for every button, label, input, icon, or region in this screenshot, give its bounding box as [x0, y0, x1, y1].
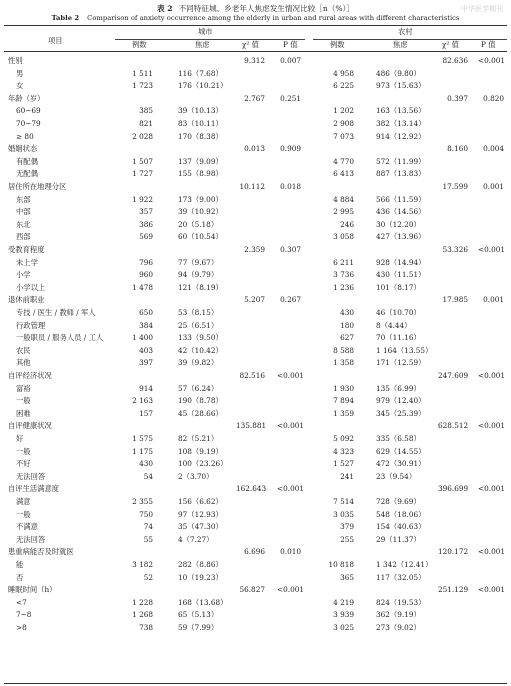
- row-label: 东部: [16, 194, 31, 204]
- rural-chi-square: 120.172: [438, 547, 469, 557]
- rural-chi-square: 251.129: [438, 585, 469, 595]
- table-row: [0, 231, 511, 243]
- urban-p-value: 0.307: [280, 245, 301, 254]
- rural-count: 6 211: [333, 257, 354, 267]
- rural-anxiety: 928（14.94）: [376, 257, 426, 267]
- rural-anxiety: 1 342（12.41）: [376, 560, 433, 569]
- rural-anxiety: 8（4.44）: [376, 320, 412, 330]
- urban-anxiety: 2（3.70）: [178, 471, 214, 481]
- urban-anxiety: 20（5.18）: [178, 219, 219, 229]
- row-label: 东北: [16, 219, 31, 229]
- rural-count: 365: [340, 572, 354, 582]
- table-group-row: [0, 420, 511, 432]
- table-title-en: Comparison of anxiety occurrence among the elderly in urban and rural areas with different characteristics: [87, 14, 460, 22]
- rural-anxiety: 436（14.56）: [376, 207, 426, 217]
- urban-p-value: 0.007: [280, 56, 301, 65]
- row-label: 患重病能否及时就医: [8, 547, 74, 557]
- urban-chi-square: 5.207: [244, 295, 265, 305]
- header-rural-anxiety: 焦虑: [393, 40, 408, 49]
- urban-count: 52: [143, 572, 153, 582]
- row-label: 退休前职业: [8, 295, 45, 305]
- urban-chi-square: 10.112: [239, 182, 265, 191]
- table-row: [0, 609, 511, 621]
- urban-count: 3 182: [132, 560, 153, 569]
- urban-anxiety: 25（6.51）: [178, 320, 219, 330]
- table-label-cn: 表 2: [157, 4, 173, 13]
- table-row: [0, 471, 511, 483]
- row-label: 否: [16, 572, 24, 582]
- rural-count: 627: [340, 333, 354, 343]
- table-row: [0, 131, 511, 143]
- header-rural-chi: χ² 值: [442, 40, 459, 49]
- header-urban-p: P 值: [283, 40, 298, 49]
- table-row: [0, 118, 511, 130]
- urban-anxiety: 57（6.24）: [178, 383, 219, 393]
- row-label: 困难: [16, 408, 31, 418]
- table-row: [0, 168, 511, 180]
- rural-count: 7 073: [333, 131, 354, 141]
- urban-count: 2 163: [132, 396, 153, 406]
- urban-count: 385: [139, 106, 153, 116]
- rural-anxiety: 135（6.99）: [376, 383, 421, 393]
- row-label: 专技 / 医生 / 教师 / 军人: [16, 308, 96, 317]
- urban-header-rule: [115, 39, 305, 40]
- table-row: [0, 496, 511, 508]
- rural-anxiety: 382（13.14）: [376, 119, 426, 128]
- rural-count: 1 236: [333, 282, 354, 292]
- urban-count: 55: [143, 534, 153, 544]
- rural-anxiety: 273（9.02）: [376, 623, 421, 632]
- rural-count: 255: [340, 534, 354, 544]
- table-row: [0, 446, 511, 458]
- urban-count: 960: [139, 270, 153, 280]
- table-row: [0, 194, 511, 206]
- row-label: 无配偶: [16, 169, 38, 179]
- table-row: [0, 332, 511, 344]
- table-title-cn: 不同特征城、乡老年人焦虑发生情况比较［n（%）］: [178, 4, 354, 13]
- rural-p-value: 0.001: [483, 182, 504, 191]
- row-label: 无法回答: [16, 534, 46, 544]
- urban-anxiety: 42（10.42）: [178, 345, 223, 355]
- rural-chi-square: 247.609: [438, 371, 469, 380]
- rural-count: 379: [340, 522, 354, 532]
- row-label: 不好: [16, 459, 31, 469]
- table-group-row: [0, 143, 511, 155]
- table-row: [0, 357, 511, 369]
- rural-chi-square: 17.599: [442, 182, 468, 191]
- urban-count: 1 268: [132, 610, 153, 620]
- rural-count: 246: [340, 219, 354, 229]
- rural-p-value: <0.001: [478, 245, 506, 254]
- rural-anxiety: 23（9.54）: [376, 471, 417, 481]
- rural-anxiety: 362（9.19）: [376, 610, 421, 620]
- rural-count: 3 025: [333, 623, 354, 632]
- table-row: [0, 345, 511, 357]
- table-row: [0, 509, 511, 521]
- urban-p-value: 0.018: [280, 182, 301, 191]
- urban-anxiety: 108（9.19）: [178, 446, 223, 456]
- rural-anxiety: 117（32.05）: [376, 572, 426, 582]
- rural-chi-square: 396.699: [438, 484, 469, 494]
- rural-anxiety: 629（14.55）: [376, 446, 426, 456]
- table-row: [0, 320, 511, 332]
- urban-anxiety: 133（9.50）: [178, 333, 223, 343]
- row-label: 7~8: [16, 610, 32, 620]
- urban-anxiety: 121（8.19）: [178, 282, 223, 292]
- rural-anxiety: 566（11.59）: [376, 194, 426, 204]
- table-row: [0, 257, 511, 269]
- rural-anxiety: 548（18.06）: [376, 509, 426, 519]
- table-row: [0, 80, 511, 92]
- urban-count: 74: [143, 522, 153, 532]
- urban-p-value: 0.010: [280, 547, 301, 557]
- table-group-row: [0, 483, 511, 495]
- header-rural-count: 例数: [330, 40, 345, 49]
- urban-anxiety: 65（5.13）: [178, 610, 219, 620]
- urban-p-value: <0.001: [277, 371, 305, 380]
- row-label: 60~69: [16, 106, 41, 116]
- urban-count: 403: [139, 345, 153, 355]
- urban-count: 2 028: [132, 131, 153, 141]
- urban-anxiety: 156（6.62）: [178, 497, 223, 506]
- urban-chi-square: 56.827: [239, 585, 265, 595]
- table-row: [0, 307, 511, 319]
- urban-anxiety: 94（9.79）: [178, 270, 219, 280]
- table-row: [0, 206, 511, 218]
- urban-count: 569: [139, 232, 153, 242]
- row-label: 其他: [16, 358, 31, 368]
- header-urban-count: 例数: [132, 40, 147, 49]
- urban-count: 397: [139, 358, 153, 368]
- urban-chi-square: 135.881: [236, 421, 267, 431]
- table-row: [0, 408, 511, 420]
- rural-chi-square: 17.985: [442, 295, 468, 305]
- table-row: [0, 521, 511, 533]
- urban-count: 796: [139, 257, 153, 267]
- rural-anxiety: 171（12.59）: [376, 358, 426, 368]
- urban-chi-square: 162.643: [236, 484, 267, 494]
- table-bottom-rule: [4, 683, 507, 684]
- rural-p-value: 0.004: [483, 144, 504, 154]
- rural-p-value: 0.820: [483, 93, 504, 103]
- table-row: [0, 433, 511, 445]
- rural-count: 180: [340, 320, 354, 330]
- urban-chi-square: 6.696: [244, 547, 265, 557]
- urban-anxiety: 170（8.38）: [178, 131, 223, 141]
- table-row: [0, 219, 511, 231]
- rural-count: 7 514: [333, 497, 354, 506]
- rural-anxiety: 979（12.40）: [376, 396, 426, 406]
- urban-count: 384: [139, 320, 153, 330]
- table-row: [0, 572, 511, 584]
- urban-count: 2 355: [132, 497, 153, 506]
- urban-anxiety: 190（8.78）: [178, 396, 223, 406]
- table-row: [0, 282, 511, 294]
- urban-anxiety: 77（9.67）: [178, 257, 219, 267]
- urban-anxiety: 39（9.82）: [178, 358, 219, 368]
- rural-anxiety: 154（40.63）: [376, 522, 426, 532]
- urban-count: 357: [139, 207, 153, 217]
- row-label: 女: [16, 81, 24, 91]
- urban-p-value: 0.267: [280, 295, 301, 305]
- row-label: 受教育程度: [8, 245, 45, 254]
- rural-p-value: <0.001: [478, 371, 506, 380]
- rural-anxiety: 46（10.70）: [376, 308, 421, 317]
- urban-anxiety: 53（8.15）: [178, 308, 219, 317]
- rural-anxiety: 887（13.83）: [376, 169, 426, 179]
- urban-p-value: <0.001: [277, 484, 305, 494]
- row-label: 农民: [16, 345, 31, 355]
- table-row: [0, 622, 511, 634]
- urban-chi-square: 2.359: [244, 245, 265, 254]
- table-group-row: [0, 294, 511, 306]
- rural-anxiety: 30（12.20）: [376, 219, 421, 229]
- rural-anxiety: 914（12.92）: [376, 131, 426, 141]
- urban-count: 1 723: [132, 81, 153, 91]
- urban-count: 54: [143, 471, 153, 481]
- row-label: 无法回答: [16, 471, 46, 481]
- urban-count: 914: [139, 383, 153, 393]
- table-group-row: [0, 55, 511, 67]
- table-group-row: [0, 244, 511, 256]
- urban-anxiety: 97（12.93）: [178, 509, 223, 519]
- rural-count: 6 413: [333, 169, 354, 179]
- rural-count: 10 818: [328, 560, 354, 569]
- table-group-row: [0, 181, 511, 193]
- urban-count: 821: [139, 119, 153, 128]
- row-label: 一般职员 / 服务人员 / 工人: [16, 333, 104, 343]
- table-group-row: [0, 546, 511, 558]
- urban-chi-square: 9.312: [244, 56, 265, 65]
- rural-chi-square: 8.160: [447, 144, 468, 154]
- table-row: [0, 458, 511, 470]
- rural-p-value: <0.001: [478, 547, 506, 557]
- urban-count: 1 922: [132, 194, 153, 204]
- header-urban: 城市: [198, 27, 213, 36]
- urban-anxiety: 35（47.30）: [178, 522, 223, 532]
- rural-anxiety: 472（30.91）: [376, 459, 426, 469]
- urban-anxiety: 10（19.23）: [178, 572, 223, 582]
- table-row: [0, 383, 511, 395]
- header-urban-chi: χ² 值: [242, 40, 259, 49]
- rural-count: 4 770: [333, 156, 354, 166]
- rural-count: 1 358: [333, 358, 354, 368]
- urban-chi-square: 2.767: [244, 93, 265, 103]
- rural-p-value: <0.001: [478, 484, 506, 494]
- row-label: 西部: [16, 232, 31, 242]
- rural-chi-square: 53.326: [442, 245, 468, 254]
- rural-anxiety: 163（13.56）: [376, 106, 426, 116]
- rural-count: 4 219: [333, 597, 354, 607]
- rural-count: 8 588: [333, 345, 354, 355]
- urban-anxiety: 59（7.99）: [178, 623, 219, 632]
- urban-anxiety: 176（10.21）: [178, 81, 228, 91]
- row-label: 年龄（岁）: [8, 93, 45, 103]
- table-row: [0, 269, 511, 281]
- urban-p-value: <0.001: [277, 421, 305, 431]
- row-label: 行政管理: [16, 320, 46, 330]
- row-label: >8: [16, 623, 27, 632]
- table-row: [0, 105, 511, 117]
- rural-anxiety: 345（25.39）: [376, 408, 426, 418]
- urban-p-value: <0.001: [277, 585, 305, 595]
- header-urban-anxiety: 焦虑: [195, 40, 210, 49]
- table-label-en: Table 2: [51, 14, 80, 22]
- table-row: [0, 68, 511, 80]
- rural-count: 3 035: [333, 509, 354, 519]
- table-row: [0, 597, 511, 609]
- row-label: 一般: [16, 509, 31, 519]
- rural-anxiety: 430（11.51）: [376, 270, 426, 280]
- row-label: 70~79: [16, 119, 41, 128]
- rural-count: 4 884: [333, 194, 354, 204]
- rural-count: 4 958: [333, 68, 354, 78]
- rural-count: 1 930: [333, 383, 354, 393]
- rural-anxiety: 824（19.53）: [376, 597, 426, 607]
- urban-count: 1 507: [132, 156, 153, 166]
- rural-count: 7 894: [333, 396, 354, 406]
- urban-count: 1 575: [132, 434, 153, 443]
- row-label: 有配偶: [16, 156, 38, 166]
- row-label: 居住所在地理分区: [8, 182, 67, 191]
- rural-p-value: 0.001: [483, 295, 504, 305]
- urban-count: 1 175: [132, 446, 153, 456]
- urban-chi-square: 0.013: [244, 144, 265, 154]
- table-caption-cn: [0, 3, 511, 14]
- urban-anxiety: 116（7.68）: [178, 68, 223, 78]
- row-label: 一般: [16, 396, 31, 406]
- urban-count: 750: [139, 509, 153, 519]
- row-label: 性别: [8, 56, 23, 65]
- row-label: 小学: [16, 270, 31, 280]
- row-label: 满意: [16, 497, 31, 506]
- row-label: 婚姻状态: [8, 144, 38, 154]
- urban-count: 157: [139, 408, 153, 418]
- row-label: 自评健康状况: [8, 421, 52, 431]
- table-row: [0, 156, 511, 168]
- rural-count: 2 995: [333, 207, 354, 217]
- row-label: 男: [16, 68, 24, 78]
- rural-count: 3 736: [333, 270, 354, 280]
- row-label: ≥ 80: [16, 131, 34, 141]
- urban-anxiety: 45（28.66）: [178, 408, 223, 418]
- row-label: 富裕: [16, 383, 31, 393]
- urban-anxiety: 39（10.92）: [178, 207, 223, 217]
- urban-anxiety: 100（23.26）: [178, 459, 228, 469]
- rural-anxiety: 728（9.69）: [376, 497, 421, 506]
- rural-count: 1 359: [333, 408, 354, 418]
- row-label: 中部: [16, 207, 31, 217]
- rural-p-value: <0.001: [478, 56, 506, 65]
- table-top-rule: [4, 25, 507, 26]
- urban-p-value: 0.909: [280, 144, 301, 154]
- rural-chi-square: 82.636: [442, 56, 468, 65]
- rural-anxiety: 1 164（13.55）: [376, 345, 433, 355]
- rural-count: 1 202: [333, 106, 354, 116]
- urban-anxiety: 82（5.21）: [178, 434, 219, 443]
- table-row: [0, 559, 511, 571]
- rural-count: 241: [340, 471, 354, 481]
- row-label: <7: [16, 597, 27, 607]
- row-label: 睡眠时间（h）: [8, 585, 57, 595]
- journal-watermark: 中华医学期刊: [461, 5, 503, 13]
- rural-anxiety: 427（13.96）: [376, 232, 426, 242]
- urban-anxiety: 39（10.13）: [178, 106, 223, 116]
- rural-count: 1 527: [333, 459, 354, 469]
- row-label: 小学以上: [16, 282, 46, 292]
- table-caption-en: [0, 14, 511, 22]
- rural-count: 5 092: [333, 434, 354, 443]
- rural-count: 6 225: [333, 81, 354, 91]
- urban-count: 386: [139, 219, 153, 229]
- header-rural-p: P 值: [481, 40, 496, 49]
- urban-count: 1 511: [132, 68, 153, 78]
- table-group-row: [0, 93, 511, 105]
- row-label: 自评经济状况: [8, 371, 52, 380]
- rural-anxiety: 486（9.80）: [376, 68, 421, 78]
- table-group-row: [0, 584, 511, 596]
- rural-p-value: <0.001: [478, 585, 506, 595]
- table-row: [0, 395, 511, 407]
- urban-count: 1 727: [132, 169, 153, 179]
- urban-anxiety: 282（8.86）: [178, 560, 223, 569]
- rural-header-rule: [313, 39, 507, 40]
- header-item: 项目: [48, 36, 63, 45]
- urban-count: 738: [139, 623, 153, 632]
- rural-count: 3 939: [333, 610, 354, 620]
- rural-anxiety: 335（6.58）: [376, 434, 421, 443]
- urban-count: 650: [139, 308, 153, 317]
- table-group-row: [0, 370, 511, 382]
- rural-p-value: <0.001: [478, 421, 506, 431]
- rural-count: 3 058: [333, 232, 354, 242]
- urban-anxiety: 155（8.98）: [178, 169, 223, 179]
- urban-count: 1 228: [132, 597, 153, 607]
- row-label: 不满意: [16, 522, 38, 532]
- urban-p-value: 0.251: [280, 93, 301, 103]
- row-label: 好: [16, 434, 24, 443]
- rural-chi-square: 628.512: [438, 421, 469, 431]
- table-row: [0, 534, 511, 546]
- urban-count: 1 400: [132, 333, 153, 343]
- rural-anxiety: 101（8.17）: [376, 282, 421, 292]
- table-header-rule: [4, 51, 507, 52]
- row-label: 一般: [16, 446, 31, 456]
- rural-anxiety: 70（11.16）: [376, 333, 421, 343]
- row-label: 自评生活满意度: [8, 484, 60, 494]
- rural-count: 2 908: [333, 119, 354, 128]
- rural-chi-square: 0.397: [447, 93, 468, 103]
- rural-count: 430: [340, 308, 354, 317]
- rural-count: 4 323: [333, 446, 354, 456]
- header-rural: 农村: [398, 27, 413, 36]
- urban-anxiety: 168（13.68）: [178, 597, 228, 607]
- row-label: 能: [16, 560, 24, 569]
- rural-anxiety: 973（15.63）: [376, 81, 426, 91]
- urban-chi-square: 82.516: [239, 371, 265, 380]
- urban-anxiety: 4（7.27）: [178, 534, 214, 544]
- urban-anxiety: 83（10.11）: [178, 119, 223, 128]
- rural-anxiety: 572（11.99）: [376, 156, 426, 166]
- urban-anxiety: 137（9.09）: [178, 156, 223, 166]
- urban-count: 1 478: [132, 282, 153, 292]
- urban-count: 430: [139, 459, 153, 469]
- urban-anxiety: 173（9.00）: [178, 194, 223, 204]
- urban-anxiety: 60（10.54）: [178, 232, 223, 242]
- row-label: 未上学: [16, 257, 38, 267]
- rural-anxiety: 29（11.37）: [376, 534, 421, 544]
